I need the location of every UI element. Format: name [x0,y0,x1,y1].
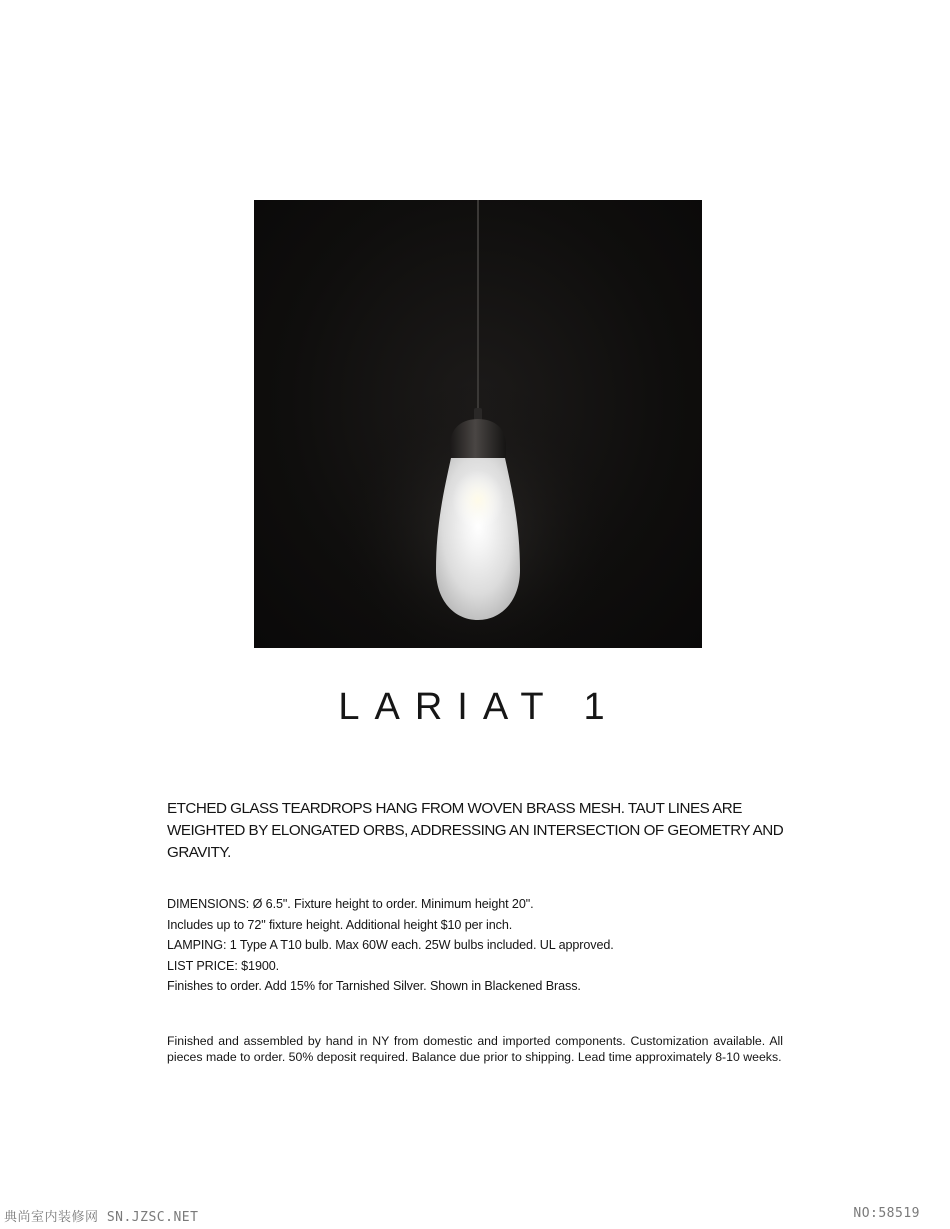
spec-finishes: Finishes to order. Add 15% for Tarnished Silver. Shown in Blackened Brass. [167,979,581,993]
spec-list [167,894,792,997]
footnote: Finished and assembled by hand in NY from domestic and imported components. Customization available. All pieces made to order. 50% deposit required. Balance due prior to shipping. Lead time approximately 8-10 weeks. [167,1034,783,1064]
spec-list-price: LIST PRICE: $1900. [167,958,280,973]
product-description: ETCHED GLASS TEARDROPS HANG FROM WOVEN BRASS MESH. TAUT LINES ARE WEIGHTED BY ELONGATED ORBS, ADDRESSING AN INTERSECTION OF GEOMETRY AND GRAVITY. [167,800,784,861]
spec-dimensions: DIMENSIONS: Ø 6.5". Fixture height to order. Minimum height 20". [167,897,534,911]
product-photo [254,200,702,648]
pendant-lamp-image [254,200,702,648]
spec-height: Includes up to 72" fixture height. Additional height $10 per inch. [167,917,513,932]
product-title: LARIAT 1 [338,686,620,728]
watermark-site: 典尚室内装修网 SN.JZSC.NET [4,1210,199,1225]
spec-lamping: LAMPING: 1 Type A T10 bulb. Max 60W each. 25W bulbs included. UL approved. [167,938,614,952]
watermark-number: NO:58519 [853,1206,920,1221]
